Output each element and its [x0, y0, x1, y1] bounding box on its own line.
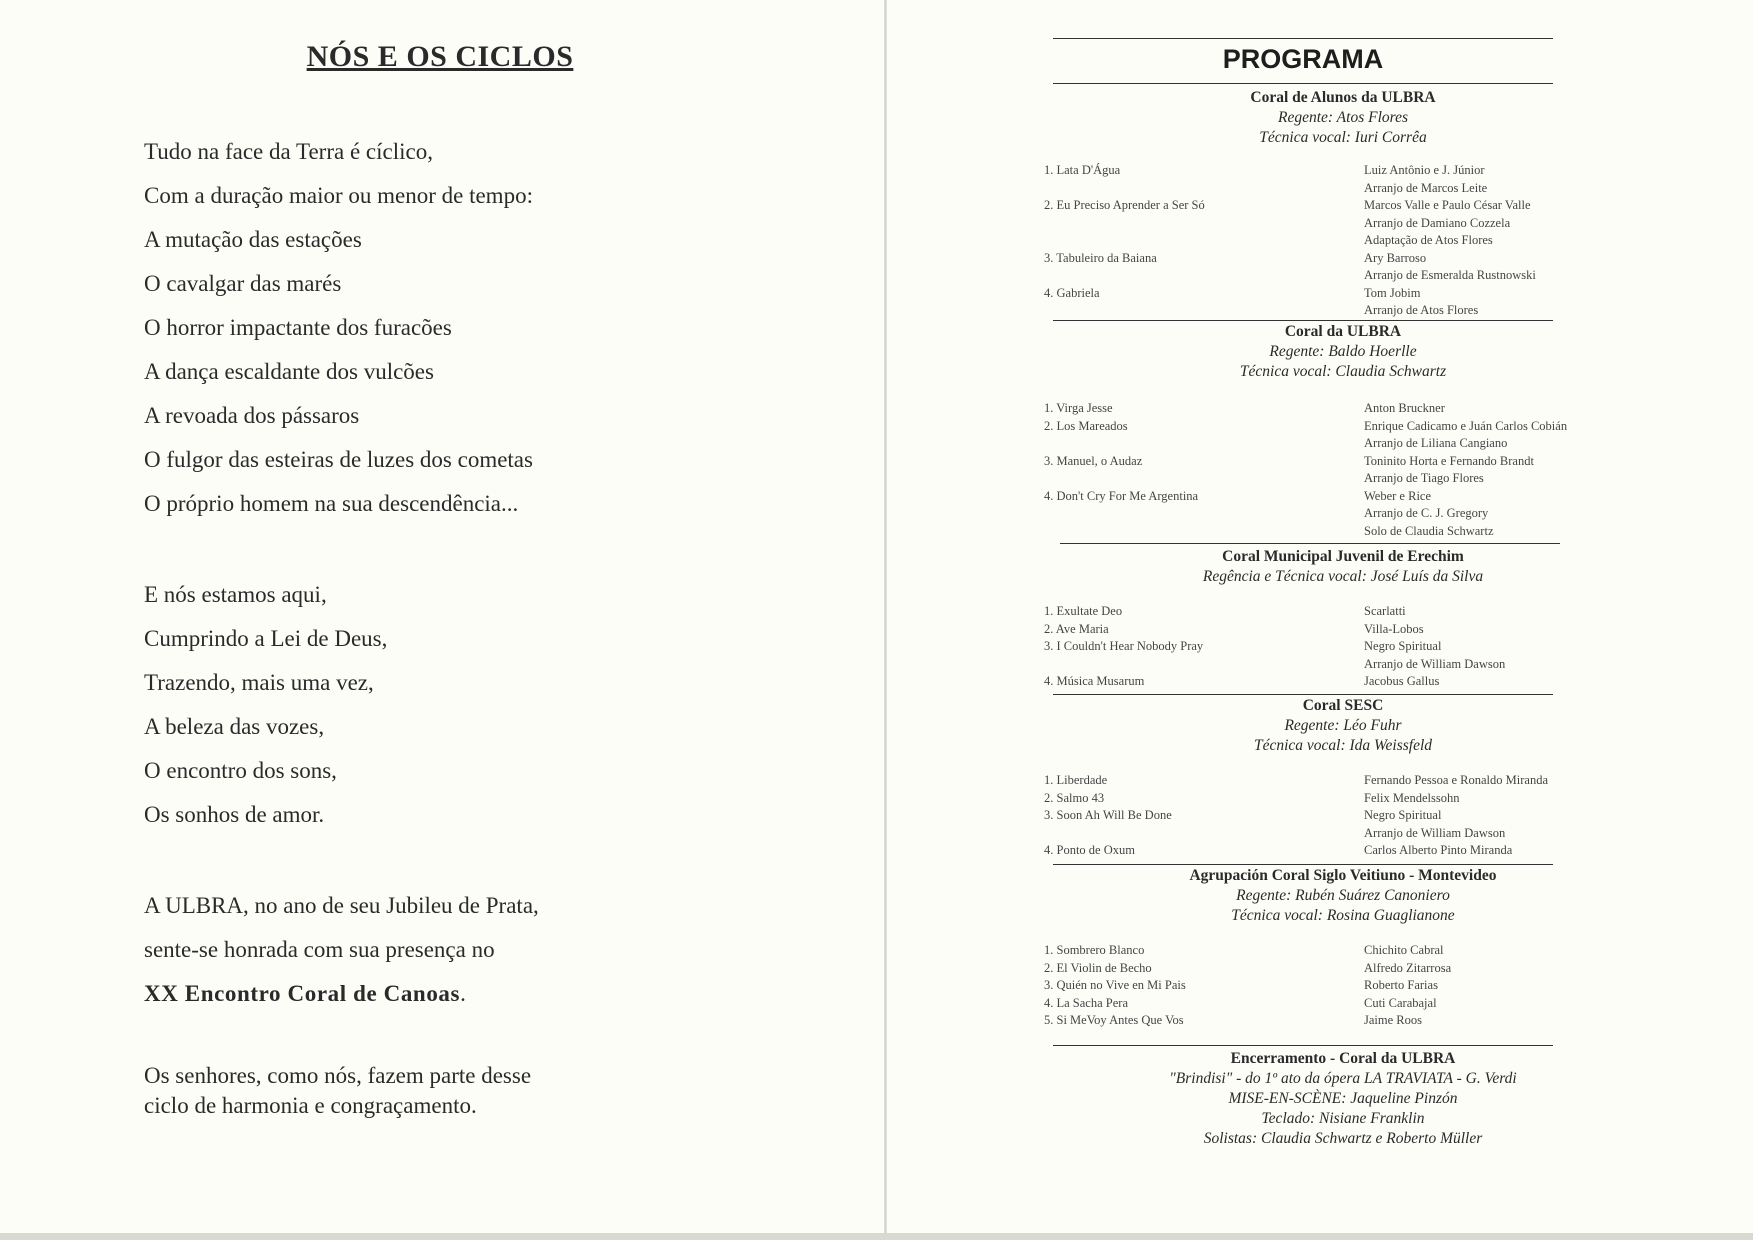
song-title: 2. Eu Preciso Aprender a Ser Só — [1044, 198, 1205, 212]
song-row — [1038, 250, 1648, 268]
song-row — [1038, 656, 1648, 674]
choir-name: Coral SESC — [1302, 697, 1384, 714]
choir-name: Coral da ULBRA — [1284, 323, 1402, 340]
page-fold — [884, 0, 887, 1240]
composer: Adaptação de Atos Flores — [1364, 233, 1493, 247]
section-rule — [1053, 864, 1553, 865]
event-name: XX Encontro Coral de Canoas — [144, 981, 461, 1006]
composer: Arranjo de Atos Flores — [1364, 303, 1479, 317]
closing-line: Teclado: Nisiane Franklin — [1261, 1110, 1425, 1127]
song-title — [1038, 505, 1364, 523]
conductor: Regência e Técnica vocal: José Luís da Silva — [1202, 568, 1484, 585]
poem-line: A revoada dos pássaros — [144, 403, 360, 428]
song-title: 4. Ponto de Oxum — [1044, 843, 1135, 857]
song-list — [1038, 942, 1648, 1030]
closing-line: "Brindisi" - do 1º ato da ópera LA TRAVIATA - G. Verdi — [1169, 1070, 1517, 1087]
song-title: 4. La Sacha Pera — [1044, 995, 1128, 1010]
song-row — [1038, 215, 1648, 233]
section-header — [1038, 88, 1648, 148]
composer: Jaime Roos — [1364, 1013, 1422, 1027]
section-header — [1038, 696, 1648, 756]
song-list — [1038, 772, 1648, 860]
song-title: 2. Ave Maria — [1044, 621, 1109, 636]
poem-line: O cavalgar das marés — [144, 271, 342, 296]
song-title: 3. Soon Ah Will Be Done — [1044, 808, 1172, 822]
composer: Scarlatti — [1364, 604, 1406, 618]
stanza-1 — [144, 130, 533, 526]
composer: Felix Mendelssohn — [1364, 790, 1460, 805]
song-row — [1038, 302, 1648, 320]
closing-title: Encerramento - Coral da ULBRA — [1230, 1050, 1456, 1067]
composer: Arranjo de William Dawson — [1364, 825, 1506, 840]
choir-name: Coral de Alunos da ULBRA — [1250, 89, 1436, 106]
section-header — [1038, 322, 1648, 382]
poem-line: E nós estamos aqui, — [144, 582, 327, 607]
song-title — [1038, 302, 1364, 320]
song-title — [1038, 435, 1364, 453]
section-header — [1038, 547, 1648, 587]
song-title — [1038, 267, 1364, 285]
section-rule — [1053, 694, 1553, 695]
program-title: PROGRAMA — [1222, 44, 1384, 74]
composer: Arranjo de Tiago Flores — [1364, 471, 1484, 485]
poem-line: sente-se honrada com sua presença no — [144, 937, 495, 962]
choir-name: Coral Municipal Juvenil de Erechim — [1222, 548, 1464, 565]
composer: Anton Bruckner — [1364, 401, 1445, 415]
composer: Cuti Carabajal — [1364, 995, 1437, 1010]
poem-line: A mutação das estações — [144, 227, 362, 252]
composer: Arranjo de Liliana Cangiano — [1364, 436, 1508, 450]
composer: Alfredo Zitarrosa — [1364, 960, 1452, 975]
song-title — [1038, 825, 1364, 843]
conductor: Regente: Léo Fuhr — [1284, 717, 1402, 734]
right-page — [888, 0, 1753, 1240]
song-row — [1038, 470, 1648, 488]
song-row — [1038, 807, 1648, 825]
poem-line: A ULBRA, no ano de seu Jubileu de Prata, — [144, 893, 539, 918]
poem-line: ciclo de harmonia e congraçamento. — [144, 1093, 477, 1118]
composer: Arranjo de William Dawson — [1364, 656, 1506, 671]
poem-line: Tudo na face da Terra é cíclico, — [144, 139, 433, 164]
poem-line-event — [144, 972, 539, 1016]
composer: Enrique Cadicamo e Juán Carlos Cobián — [1364, 418, 1568, 433]
period: . — [460, 981, 466, 1006]
poem-line: O encontro dos sons, — [144, 758, 337, 783]
song-row — [1038, 995, 1648, 1013]
composer: Roberto Farias — [1364, 978, 1438, 992]
composer: Fernando Pessoa e Ronaldo Miranda — [1364, 773, 1548, 787]
title-rule — [1053, 83, 1553, 84]
section-coral-alunos — [1038, 88, 1648, 320]
paper-bottom-edge — [0, 1233, 1753, 1240]
song-list — [1038, 400, 1648, 540]
composer: Arranjo de Esmeralda Rustnowski — [1364, 268, 1536, 282]
composer: Villa-Lobos — [1364, 621, 1424, 636]
song-title: 2. Salmo 43 — [1044, 790, 1105, 805]
poem-line: Os sonhos de amor. — [144, 802, 325, 827]
song-title — [1038, 470, 1364, 488]
song-title: 1. Exultate Deo — [1044, 604, 1123, 618]
vocal-coach: Técnica vocal: Rosina Guaglianone — [1231, 907, 1455, 924]
song-row — [1038, 232, 1648, 250]
vocal-coach: Técnica vocal: Claudia Schwartz — [1239, 363, 1447, 380]
poem-title: NÓS E OS CICLOS — [306, 40, 574, 73]
poem-line: Os senhores, como nós, fazem parte desse — [144, 1063, 532, 1088]
song-title: 5. Si MeVoy Antes Que Vos — [1044, 1013, 1184, 1027]
song-row — [1038, 435, 1648, 453]
poem-line: A dança escaldante dos vulcões — [144, 359, 434, 384]
composer: Carlos Alberto Pinto Miranda — [1364, 843, 1513, 857]
song-row — [1038, 488, 1648, 506]
composer: Ary Barroso — [1364, 250, 1427, 265]
vocal-coach: Técnica vocal: Ida Weissfeld — [1253, 737, 1433, 754]
song-title: 4. Gabriela — [1044, 285, 1100, 300]
conductor: Regente: Rubén Suárez Canoniero — [1236, 887, 1450, 904]
composer: Marcos Valle e Paulo César Valle — [1364, 198, 1531, 212]
song-title: 1. Virga Jesse — [1044, 401, 1113, 415]
song-row — [1038, 418, 1648, 436]
song-title: 3. Tabuleiro da Baiana — [1044, 250, 1157, 265]
composer: Luiz Antônio e J. Júnior — [1364, 163, 1485, 177]
closing-line: MISE-EN-SCÈNE: Jaqueline Pinzón — [1228, 1090, 1458, 1107]
song-title — [1038, 232, 1364, 250]
poem-line: O horror impactante dos furacões — [144, 315, 452, 340]
song-row — [1038, 180, 1648, 198]
section-rule — [1053, 320, 1553, 321]
song-row — [1038, 453, 1648, 471]
poem-line: A beleza das vozes, — [144, 714, 325, 739]
composer: Arranjo de Marcos Leite — [1364, 180, 1488, 195]
song-title: 2. Los Mareados — [1044, 418, 1128, 433]
song-title: 2. El Violin de Becho — [1044, 960, 1152, 975]
song-row — [1038, 772, 1648, 790]
closing-line: Solistas: Claudia Schwartz e Roberto Müller — [1203, 1130, 1483, 1147]
song-list — [1038, 162, 1648, 320]
song-row — [1038, 523, 1648, 541]
section-header — [1038, 866, 1648, 926]
top-rule — [1053, 38, 1553, 39]
song-title: 3. Quién no Vive en Mi Pais — [1044, 978, 1186, 992]
song-row — [1038, 621, 1648, 639]
song-title: 3. I Couldn't Hear Nobody Pray — [1044, 639, 1204, 653]
song-title — [1038, 215, 1364, 233]
song-row — [1038, 638, 1648, 656]
composer: Chichito Cabral — [1364, 943, 1444, 957]
poem-line: O próprio homem na sua descendência... — [144, 491, 519, 516]
vocal-coach: Técnica vocal: Iuri Corrêa — [1259, 129, 1427, 146]
song-title: 1. Liberdade — [1044, 773, 1108, 787]
section-rule — [1053, 1045, 1553, 1046]
composer: Negro Spiritual — [1364, 808, 1442, 822]
song-row — [1038, 1012, 1648, 1030]
section-rule — [1060, 543, 1560, 544]
closing-section — [1038, 1049, 1648, 1149]
song-row — [1038, 842, 1648, 860]
composer: Arranjo de C. J. Gregory — [1364, 506, 1489, 520]
poem-line: O fulgor das esteiras de luzes dos cometas — [144, 447, 533, 472]
song-row — [1038, 162, 1648, 180]
song-list — [1038, 603, 1648, 691]
poem-line: Com a duração maior ou menor de tempo: — [144, 183, 533, 208]
section-coral-montevideo — [1038, 866, 1648, 1030]
composer: Negro Spiritual — [1364, 639, 1442, 653]
song-row — [1038, 603, 1648, 621]
song-row — [1038, 960, 1648, 978]
song-title — [1038, 523, 1364, 541]
song-row — [1038, 790, 1648, 808]
section-coral-sesc — [1038, 696, 1648, 860]
poem-line: Cumprindo a Lei de Deus, — [144, 626, 388, 651]
song-title: 1. Sombrero Blanco — [1044, 943, 1145, 957]
stanza-4 — [144, 1061, 531, 1121]
song-row — [1038, 267, 1648, 285]
song-title: 1. Lata D'Água — [1044, 163, 1121, 177]
composer: Arranjo de Damiano Cozzela — [1364, 215, 1511, 230]
stanza-3 — [144, 884, 539, 1016]
composer: Solo de Claudia Schwartz — [1364, 523, 1494, 538]
conductor: Regente: Atos Flores — [1278, 109, 1408, 126]
section-coral-ulbra — [1038, 322, 1648, 540]
song-row — [1038, 505, 1648, 523]
song-row — [1038, 197, 1648, 215]
song-row — [1038, 285, 1648, 303]
song-title — [1038, 656, 1364, 674]
stanza-2 — [144, 573, 387, 837]
song-title: 4. Música Musarum — [1044, 674, 1145, 688]
song-row — [1038, 400, 1648, 418]
composer: Weber e Rice — [1364, 488, 1432, 503]
composer: Jacobus Gallus — [1364, 674, 1440, 688]
song-title: 4. Don't Cry For Me Argentina — [1044, 488, 1199, 503]
composer: Toninito Horta e Fernando Brandt — [1364, 453, 1534, 468]
song-row — [1038, 942, 1648, 960]
choir-name: Agrupación Coral Siglo Veitiuno - Montevideo — [1189, 867, 1497, 884]
song-title: 3. Manuel, o Audaz — [1044, 453, 1143, 468]
song-title — [1038, 180, 1364, 198]
song-row — [1038, 825, 1648, 843]
conductor: Regente: Baldo Hoerlle — [1269, 343, 1417, 360]
composer: Tom Jobim — [1364, 285, 1421, 300]
song-row — [1038, 977, 1648, 995]
section-coral-erechim — [1038, 547, 1648, 691]
song-row — [1038, 673, 1648, 691]
poem-line: Trazendo, mais uma vez, — [144, 670, 374, 695]
